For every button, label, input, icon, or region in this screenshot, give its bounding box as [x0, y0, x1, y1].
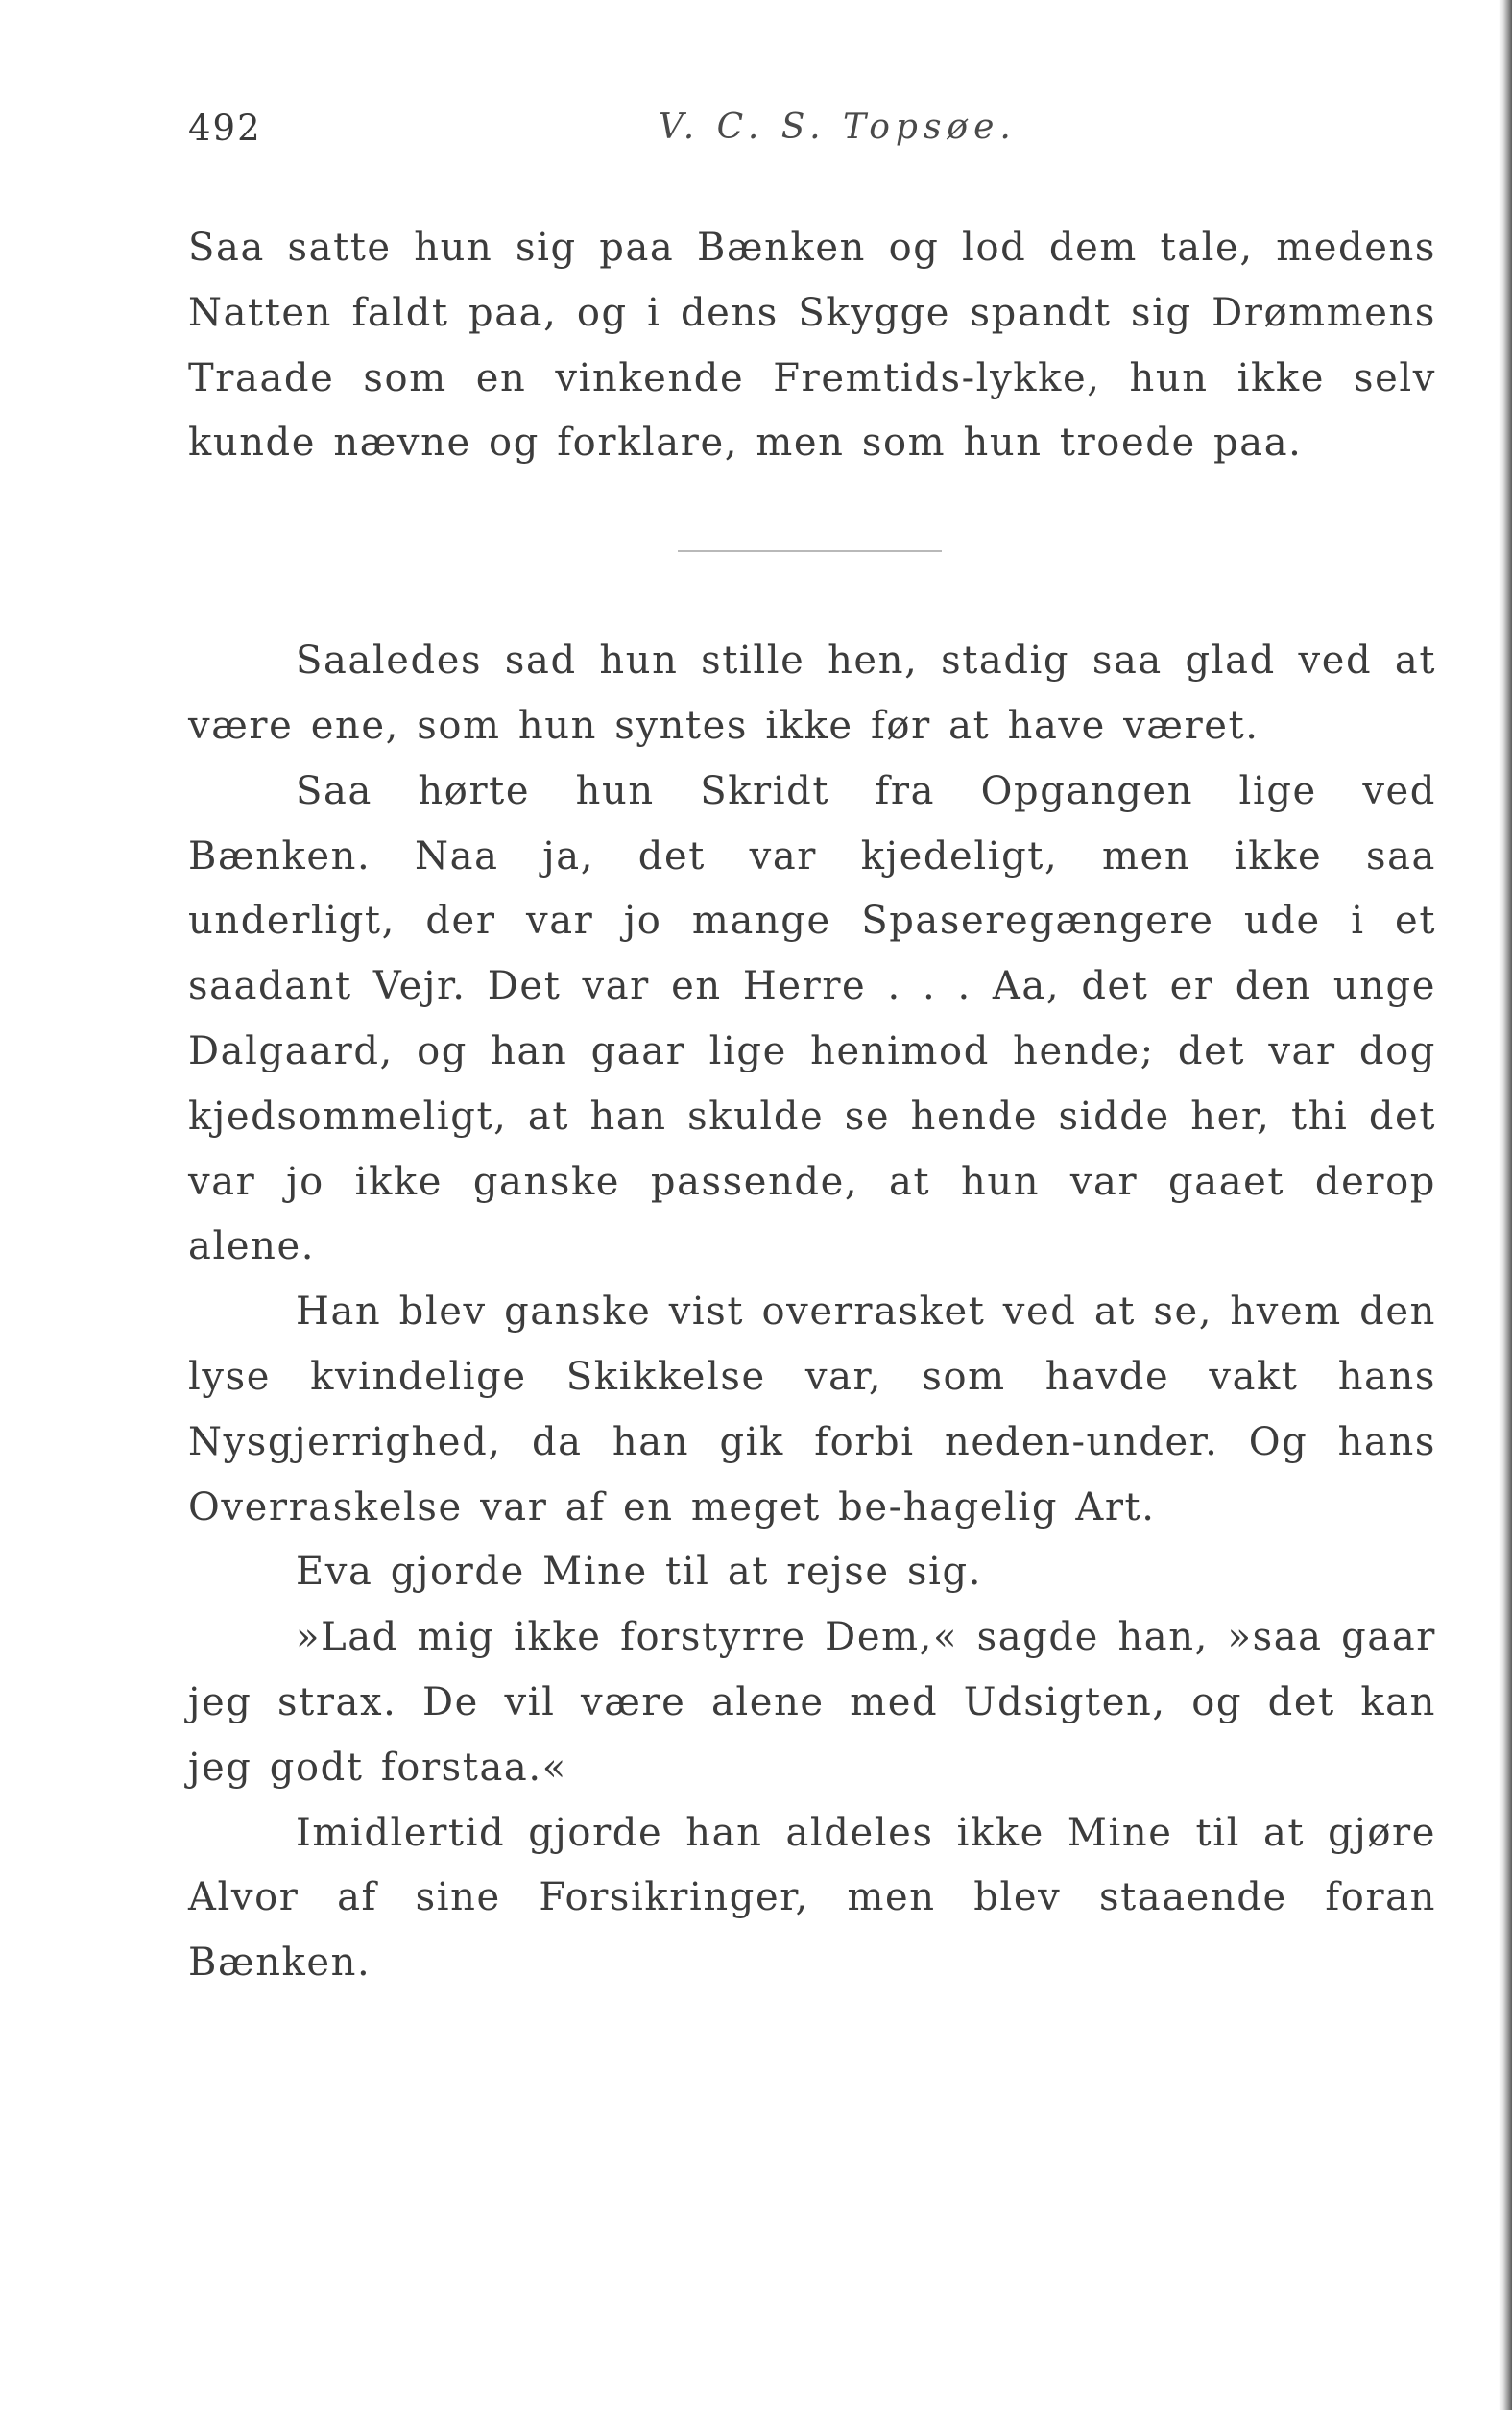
page-header [188, 108, 1436, 156]
body-text [188, 216, 1436, 1996]
section-divider-rule [678, 550, 942, 552]
paragraph-1: Saa satte hun sig paa Bænken og lod dem tale, medens Natten faldt paa, og i dens Skygge spandt sig Drømmens Traade som en vinkende Fremtids-lykke, hun ikke selv kunde nævne og forklare, men som hun troede paa. [188, 226, 1436, 466]
page-number: 492 [188, 108, 262, 149]
paragraph-5: Eva gjorde Mine til at rejse sig. [296, 1550, 983, 1595]
page-edge-shadow [1499, 0, 1512, 2410]
paragraph-2: Saaledes sad hun stille hen, stadig saa glad ved at være ene, som hun syntes ikke før at have været. [188, 639, 1436, 748]
paragraph-4: Han blev ganske vist overrasket ved at se, hvem den lyse kvindelige Skikkelse var, som havde vakt hans Nysgjerrighed, da han gik forbi neden-under. Og hans Overraskelse var af en meget be-hagelig Art. [188, 1289, 1436, 1530]
section-break [188, 476, 1436, 629]
paragraph-3: Saa hørte hun Skridt fra Opgangen lige ved Bænken. Naa ja, det var kjedeligt, men ikke saa underligt, der var jo mange Spaseregængere ude i et saadant Vejr. Det var en Herre . . . Aa, det er den unge Dalgaard, og han gaar lige henimod hende; det var dog kjedsommeligt, at han skulde se hende sidde her, thi det var jo ikke ganske passende, at hun var gaaet derop alene. [188, 768, 1436, 1269]
running-head-author: V. C. S. Topsøe. [659, 108, 1017, 147]
paragraph-6: »Lad mig ikke forstyrre Dem,« sagde han, »saa gaar jeg strax. De vil være alene med Udsigten, og det kan jeg godt forstaa.« [188, 1615, 1436, 1790]
paragraph-7: Imidlertid gjorde han aldeles ikke Mine til at gjøre Alvor af sine Forsikringer, men blev staaende foran Bænken. [188, 1810, 1436, 1986]
